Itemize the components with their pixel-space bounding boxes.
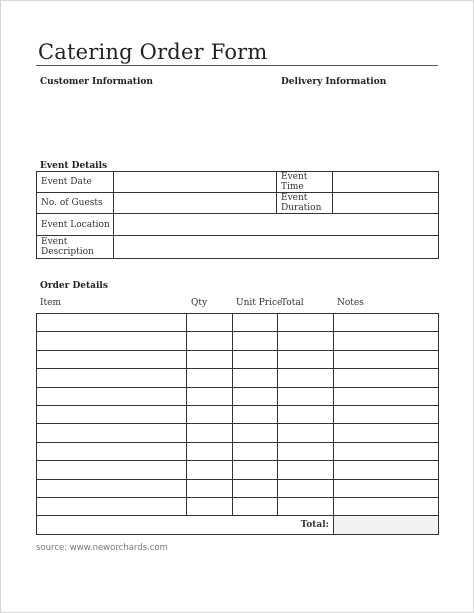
table-row — [37, 405, 439, 423]
table-row — [37, 332, 439, 350]
order-unit-price-cell[interactable] — [233, 350, 278, 368]
order-qty-cell[interactable] — [187, 461, 233, 479]
table-row — [37, 442, 439, 460]
order-qty-cell[interactable] — [187, 332, 233, 350]
order-notes-cell[interactable] — [334, 387, 439, 405]
order-item-cell[interactable] — [37, 350, 187, 368]
event-time-label: Event Time — [277, 172, 333, 193]
column-header-total: Total — [281, 298, 304, 308]
order-unit-price-cell[interactable] — [233, 314, 278, 332]
order-unit-price-cell[interactable] — [233, 369, 278, 387]
order-qty-cell[interactable] — [187, 387, 233, 405]
order-notes-cell[interactable] — [334, 461, 439, 479]
delivery-information-label: Delivery Information — [281, 77, 387, 87]
order-item-cell[interactable] — [37, 314, 187, 332]
order-total-cell[interactable] — [278, 369, 334, 387]
order-item-cell[interactable] — [37, 497, 187, 515]
order-total-cell[interactable] — [278, 405, 334, 423]
source-credit: source: www.neworchards.com — [36, 543, 168, 553]
guests-field[interactable] — [114, 193, 277, 214]
order-total-cell[interactable] — [278, 387, 334, 405]
order-unit-price-cell[interactable] — [233, 497, 278, 515]
order-notes-cell[interactable] — [334, 442, 439, 460]
title-divider — [36, 65, 438, 66]
order-items-table — [36, 313, 439, 535]
order-unit-price-cell[interactable] — [233, 424, 278, 442]
order-notes-cell[interactable] — [334, 332, 439, 350]
order-total-cell[interactable] — [278, 332, 334, 350]
order-notes-cell[interactable] — [334, 369, 439, 387]
table-row — [37, 387, 439, 405]
order-unit-price-cell[interactable] — [233, 332, 278, 350]
order-total-cell[interactable] — [278, 350, 334, 368]
table-row — [37, 369, 439, 387]
order-notes-cell[interactable] — [334, 424, 439, 442]
order-qty-cell[interactable] — [187, 405, 233, 423]
table-row — [37, 461, 439, 479]
event-time-field[interactable] — [333, 172, 439, 193]
order-item-cell[interactable] — [37, 424, 187, 442]
table-row — [37, 424, 439, 442]
event-location-label: Event Location — [37, 214, 114, 236]
order-notes-cell[interactable] — [334, 314, 439, 332]
table-row — [37, 497, 439, 515]
customer-information-label: Customer Information — [40, 77, 153, 87]
order-notes-cell[interactable] — [334, 350, 439, 368]
table-row — [37, 314, 439, 332]
order-item-cell[interactable] — [37, 387, 187, 405]
order-notes-cell[interactable] — [334, 479, 439, 497]
order-details-label: Order Details — [40, 281, 108, 291]
order-qty-cell[interactable] — [187, 442, 233, 460]
order-item-cell[interactable] — [37, 479, 187, 497]
order-unit-price-cell[interactable] — [233, 479, 278, 497]
event-location-field[interactable] — [114, 214, 439, 236]
order-item-cell[interactable] — [37, 332, 187, 350]
event-duration-label: Event Duration — [277, 193, 333, 214]
order-unit-price-cell[interactable] — [233, 461, 278, 479]
order-total-cell[interactable] — [278, 497, 334, 515]
column-header-qty: Qty — [191, 298, 208, 308]
order-unit-price-cell[interactable] — [233, 387, 278, 405]
order-qty-cell[interactable] — [187, 350, 233, 368]
order-qty-cell[interactable] — [187, 369, 233, 387]
order-total-cell[interactable] — [278, 461, 334, 479]
event-duration-field[interactable] — [333, 193, 439, 214]
column-header-unit-price: Unit Price — [236, 298, 283, 308]
order-qty-cell[interactable] — [187, 424, 233, 442]
order-qty-cell[interactable] — [187, 497, 233, 515]
order-total-cell[interactable] — [278, 424, 334, 442]
event-details-label: Event Details — [40, 161, 108, 171]
event-description-label: Event Description — [37, 236, 114, 259]
order-qty-cell[interactable] — [187, 479, 233, 497]
order-total-field[interactable] — [334, 516, 439, 535]
order-item-cell[interactable] — [37, 369, 187, 387]
order-total-cell[interactable] — [278, 314, 334, 332]
order-item-cell[interactable] — [37, 461, 187, 479]
event-description-field[interactable] — [114, 236, 439, 259]
order-total-cell[interactable] — [278, 442, 334, 460]
table-row — [37, 479, 439, 497]
order-notes-cell[interactable] — [334, 405, 439, 423]
order-unit-price-cell[interactable] — [233, 405, 278, 423]
order-total-label: Total: — [37, 516, 334, 535]
order-column-headers — [36, 296, 438, 310]
page-title: Catering Order Form — [38, 40, 268, 64]
event-date-label: Event Date — [37, 172, 114, 193]
column-header-notes: Notes — [337, 298, 364, 308]
order-qty-cell[interactable] — [187, 314, 233, 332]
guests-label: No. of Guests — [37, 193, 114, 214]
event-details-table — [36, 171, 439, 259]
order-notes-cell[interactable] — [334, 497, 439, 515]
table-row — [37, 350, 439, 368]
order-item-cell[interactable] — [37, 405, 187, 423]
order-unit-price-cell[interactable] — [233, 442, 278, 460]
order-item-cell[interactable] — [37, 442, 187, 460]
column-header-item: Item — [40, 298, 62, 308]
event-date-field[interactable] — [114, 172, 277, 193]
order-total-cell[interactable] — [278, 479, 334, 497]
